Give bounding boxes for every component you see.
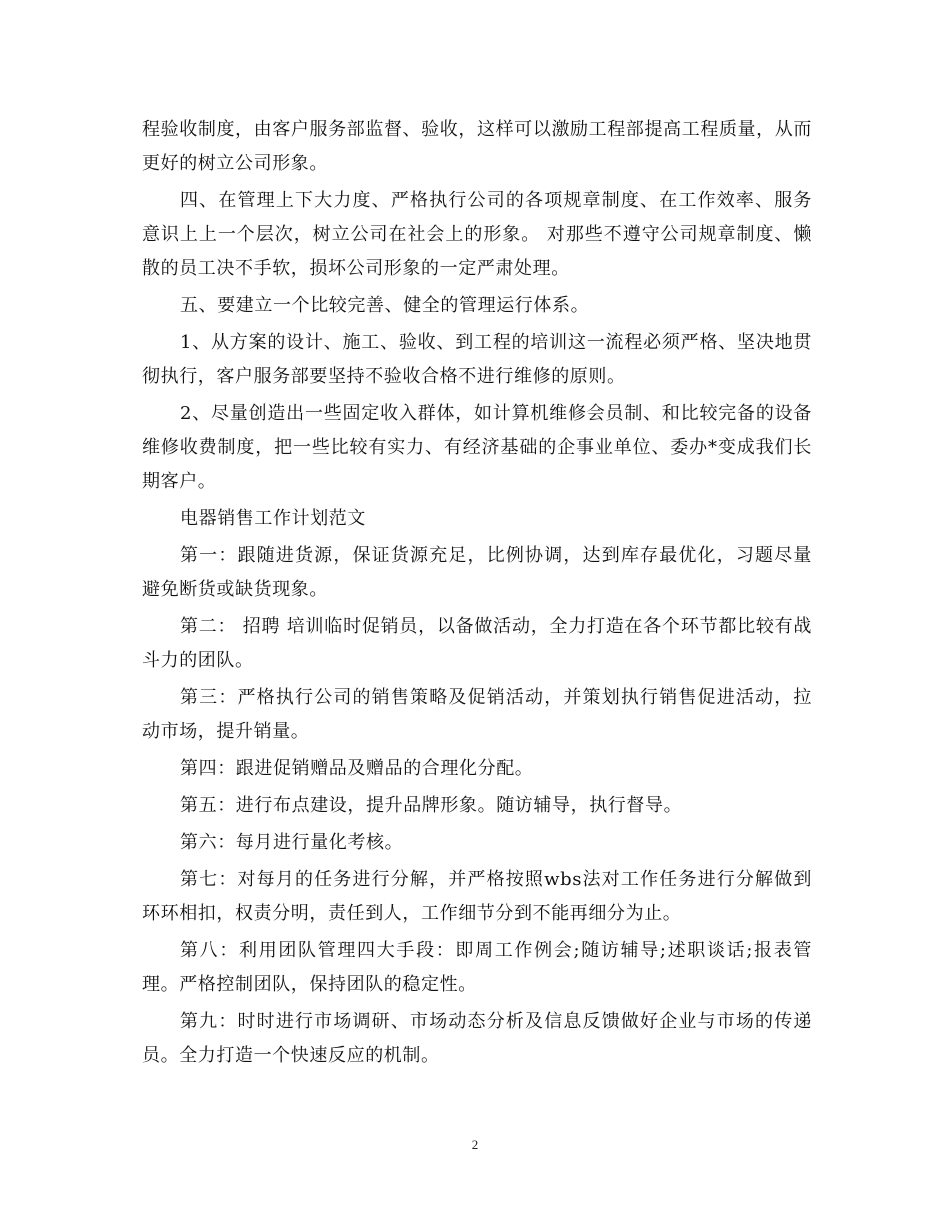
paragraph: 第七：对每月的任务进行分解，并严格按照wbs法对工作任务进行分解做到环环相扣，权责分明，责任到人，工作细节分到不能再细分为止。	[142, 869, 812, 924]
section-heading: 电器销售工作计划范文	[180, 508, 366, 529]
paragraph: 五、要建立一个比较完善、健全的管理运行体系。	[180, 295, 590, 316]
paragraph: 第三：严格执行公司的销售策略及促销活动，并策划执行销售促进活动，拉动市场，提升销量。	[142, 687, 812, 742]
paragraph: 第一：跟随进货源，保证货源充足，比例协调，达到库存最优化，习题尽量避免断货或缺货现象。	[142, 545, 812, 600]
paragraph: 第四：跟进促销赠品及赠品的合理化分配。	[180, 758, 534, 779]
paragraph: 四、在管理上下大力度、严格执行公司的各项规章制度、在工作效率、服务意识上上一个层次，树立公司在社会上的形象。 对那些不遵守公司规章制度、懒散的员工决不手软，损坏公司形象的一定严肃处理。	[142, 190, 812, 279]
paragraph: 第八：利用团队管理四大手段：即周工作例会;随访辅导;述职谈话;报表管理。严格控制团队，保持团队的稳定性。	[142, 940, 812, 995]
paragraph: 第二： 招聘 培训临时促销员，以备做活动，全力打造在各个环节都比较有战斗力的团队。	[142, 616, 812, 671]
paragraph: 第六：每月进行量化考核。	[180, 832, 404, 853]
paragraph: 第九：时时进行市场调研、市场动态分析及信息反馈做好企业与市场的传递员。全力打造一个快速反应的机制。	[142, 1011, 812, 1066]
paragraph: 2、尽量创造出一些固定收入群体，如计算机维修会员制、和比较完备的设备维修收费制度，把一些比较有实力、有经济基础的企事业单位、委办*变成我们长期客户。	[142, 403, 812, 492]
document-body	[142, 113, 812, 1076]
paragraph: 1、从方案的设计、施工、验收、到工程的培训这一流程必须严格、坚决地贯彻执行，客户服务部要坚持不验收合格不进行维修的原则。	[142, 332, 812, 387]
paragraph: 程验收制度，由客户服务部监督、验收，这样可以激励工程部提高工程质量，从而更好的树立公司形象。	[142, 119, 812, 174]
page-number: 2	[471, 1137, 479, 1152]
paragraph: 第五：进行布点建设，提升品牌形象。随访辅导，执行督导。	[180, 795, 683, 816]
